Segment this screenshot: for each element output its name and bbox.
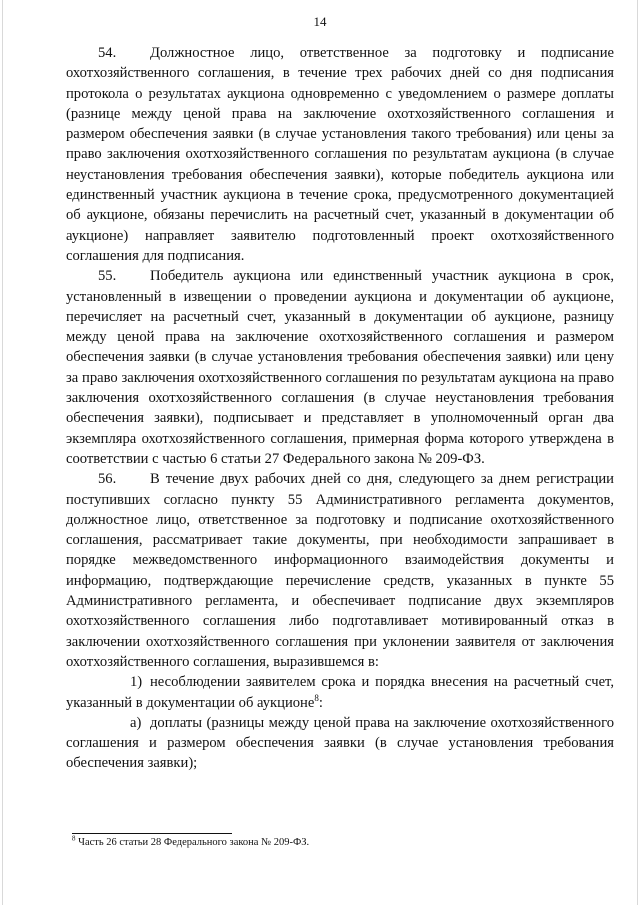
list-item-a (66, 713, 614, 774)
item-tail: : (318, 694, 323, 711)
item-number: а) (130, 714, 142, 731)
footnote-text: Часть 26 статьи 28 Федерального закона № 209-ФЗ. (78, 837, 310, 848)
paragraph-number: 54. (98, 45, 117, 61)
paragraph-56 (66, 469, 614, 672)
paragraph-text: Победитель аукциона или единственный участник аукциона в срок, установленный в извещении о проведении аукциона и документации об аукционе, перечисляет на расчетный счет, указанный в документации об аукционе, разницу между ценой права на заключение охотхозяйственного соглашения и размером обеспечения заявки (в случае установления требования обеспечения заявки) или цену за право заключения охотхозяйственного соглашения по результатам аукциона на право заключения охотхозяйственного соглашения (в случае неустановления требования обеспечения заявки), подписывает и представляет в уполномоченный орган два экземпляра охотхозяйственного соглашения, примерная форма которого утверждена в соответствии с частью 6 статьи 27 Федерального закона № 209-ФЗ. (66, 268, 614, 467)
page-left-edge (2, 0, 3, 905)
page-number: 14 (313, 14, 327, 29)
paragraph-55 (66, 266, 614, 469)
paragraph-number: 56. (98, 471, 117, 488)
item-text: несоблюдении заявителем срока и порядка внесения на расчетный счет, указанный в документации об аукционе (66, 674, 614, 711)
footnote-separator (72, 833, 232, 834)
footnote (72, 834, 612, 848)
item-number: 1) (130, 674, 143, 691)
page-right-edge (637, 0, 638, 905)
item-text: доплаты (разницы между ценой права на заключение охотхозяйственного соглашения и размером обеспечения заявки (в случае установления требования обеспечения заявки); (66, 714, 614, 772)
footnote-marker: 8 (72, 834, 76, 843)
paragraph-54 (66, 43, 614, 266)
paragraph-text: В течение двух рабочих дней со дня, следующего за днем регистрации поступивших согласно пункту 55 Административного регламента документов, должностное лицо, ответственное за подготовку и подписание охотхозяйственного соглашения, рассматривает такие документы, при необходимости запрашивает в порядке межведомственного информационного взаимодействия документы и информацию, подтверждающие перечисление средств, указанных в пункте 55 Административного регламента, и обеспечивает подписание двух экземпляров охотхозяйственного соглашения либо подготавливает мотивированный отказ в заключении охотхозяйственного соглашения при уклонении заявителя от заключения охотхозяйственного соглашения, выразившемся в: (66, 471, 614, 670)
list-item-1 (66, 672, 614, 713)
document-body (66, 43, 614, 774)
footnote-ref: 8 (314, 692, 319, 703)
paragraph-text: Должностное лицо, ответственное за подготовку и подписание охотхозяйственного соглашения, в течение трех рабочих дней со дня подписания протокола о результатах аукциона одновременно с уведомлением о размере доплаты (разнице между ценой права на заключение охотхозяйственного соглашения и размером обеспечения заявки (в случае установления такого требования) или цены за право заключения охотхозяйственного соглашения по результатам аукциона (в случае неустановления требования обеспечения заявки), которые победитель аукциона или единственный участник аукциона в течение срока, предусмотренного документацией об аукционе, обязаны перечислить на расчетный счет, указанный в документации об аукционе) направляет заявителю подготовленный проект охотхозяйственного соглашения для подписания. (66, 45, 614, 264)
paragraph-number: 55. (98, 268, 117, 285)
